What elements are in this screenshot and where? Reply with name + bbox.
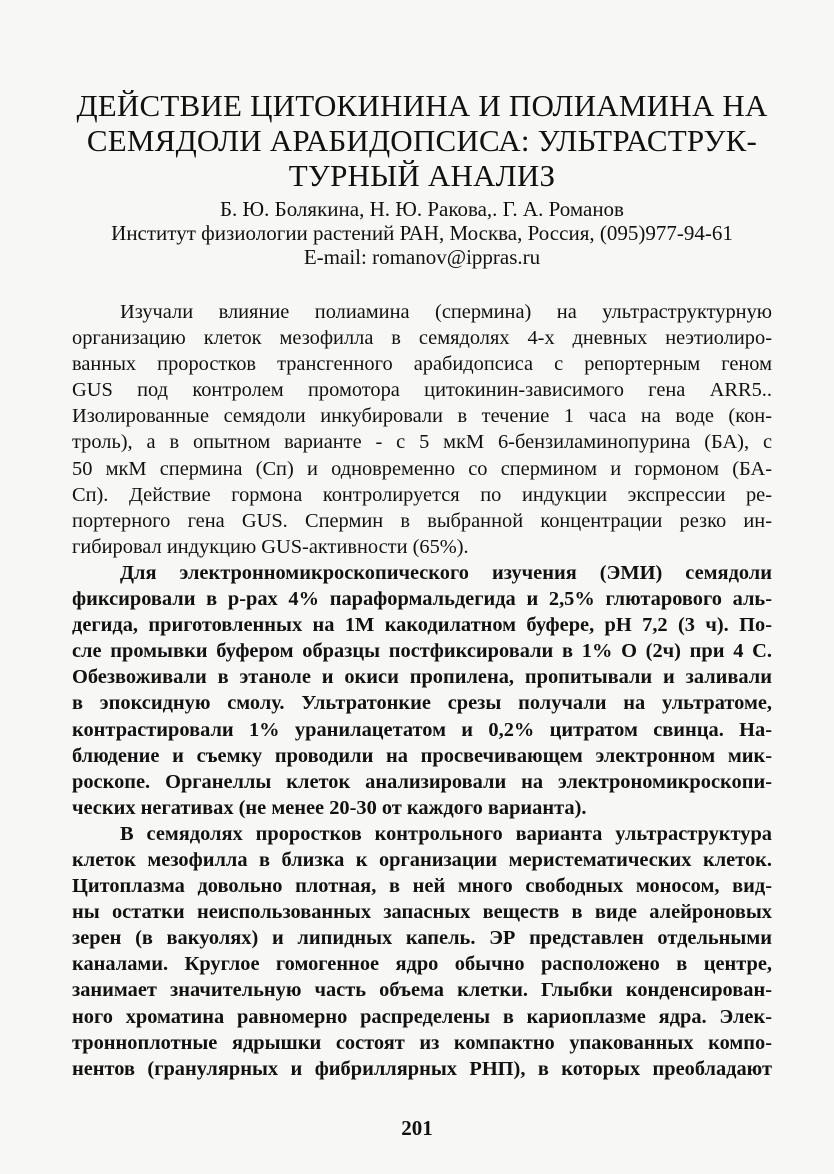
text-line: ного хроматина равномерно распределены в кариоплазме ядра. Элек- xyxy=(72,1005,772,1028)
title-line: ДЕЙСТВИЕ ЦИТОКИНИНА И ПОЛИАМИНА НА xyxy=(76,88,768,123)
page-number: 201 xyxy=(401,1116,433,1140)
text-line: фиксировали в р-рах 4% параформальдегида и 2,5% глютарового аль- xyxy=(72,588,772,611)
text-line: контрастировали 1% уранилацетатом и 0,2% цитратом свинца. На- xyxy=(72,718,772,741)
paragraph-methods xyxy=(72,560,772,821)
article-title xyxy=(72,88,772,193)
paragraph-abstract xyxy=(72,299,772,560)
text-line: каналами. Круглое гомогенное ядро обычно расположено в центре, xyxy=(72,953,772,976)
text-line: Сп). Действие гормона контролируется по индукции экспрессии ре- xyxy=(72,483,772,506)
text-line: нентов (гранулярных и фибриллярных РНП), в которых преобладают xyxy=(72,1057,772,1080)
article xyxy=(72,88,772,1082)
article-meta xyxy=(72,197,772,269)
text-line: троль), а в опытном варианте - с 5 мкМ 6-бензиламинопурина (БА), с xyxy=(72,431,772,454)
text-line: блюдение и съемку проводили на просвечивающем электронном мик- xyxy=(72,744,772,767)
text-line: Цитоплазма довольно плотная, в ней много свободных моносом, вид- xyxy=(72,875,772,898)
text-line: 50 мкМ спермина (Сп) и одновременно со спермином и гормоном (БА- xyxy=(72,457,772,480)
article-body xyxy=(72,299,772,1082)
paragraph-results xyxy=(72,821,772,1082)
text-line: в эпоксидную смолу. Ультратонкие срезы получали на ультратоме, xyxy=(72,692,772,715)
text-line: зерен (в вакуолях) и липидных капель. ЭР представлен отдельными xyxy=(72,927,772,950)
title-line: СЕМЯДОЛИ АРАБИДОПСИСА: УЛЬТРАСТРУК- xyxy=(86,123,758,158)
text-line: ны остатки неиспользованных запасных веществ в виде алейроновых xyxy=(72,901,772,924)
text-line: Обезвоживали в этаноле и окиси пропилена, пропитывали и заливали xyxy=(72,666,772,689)
text-line: ванных проростков трансгенного арабидопсиса с репортерным геном xyxy=(72,353,772,376)
text-line: Для электронномикроскопического изучения (ЭМИ) семядоли xyxy=(120,561,772,584)
text-line: занимает значительную часть объема клетки. Глыбки конденсирован- xyxy=(72,979,772,1002)
text-line: ческих негативах (не менее 20-30 от каждого варианта). xyxy=(72,796,587,819)
title-line: ТУРНЫЙ АНАЛИЗ xyxy=(288,158,556,193)
text-line: сле промывки буфером образцы постфиксировали в 1% О (2ч) при 4 С. xyxy=(72,640,772,663)
text-line: В семядолях проростков контрольного варианта ультраструктура xyxy=(120,822,772,845)
text-line: Изучали влияние полиамина (спермина) на ультраструктурную xyxy=(120,301,772,323)
text-line: роскопе. Органеллы клеток анализировали на электрономикроскопи- xyxy=(72,770,772,793)
text-line: портерного гена GUS. Спермин в выбранной концентрации резко ин- xyxy=(72,509,772,532)
text-line: тронноплотные ядрышки состоят из компактно упакованных компо- xyxy=(72,1031,772,1054)
text-line: организацию клеток мезофилла в семядолях 4-х дневных неэтиолиро- xyxy=(72,327,772,350)
text-line: GUS под контролем промотора цитокинин-зависимого гена ARR5.. xyxy=(72,379,772,402)
text-line: клеток мезофилла в близка к организации меристематических клеток. xyxy=(72,848,772,871)
text-line: дегида, приготовленных на 1М какодилатном буфере, рН 7,2 (3 ч). По- xyxy=(72,614,772,637)
authors: Б. Ю. Болякина, Н. Ю. Ракова,. Г. А. Романов xyxy=(220,197,624,221)
text-line: Изолированные семядоли инкубировали в течение 1 часа на воде (кон- xyxy=(72,405,772,428)
affiliation: Институт физиологии растений РАН, Москва, Россия, (095)977-94-61 xyxy=(111,221,733,245)
text-line: гибировал индукцию GUS-активности (65%). xyxy=(72,535,469,558)
email: E-mail: romanov@ippras.ru xyxy=(303,245,541,269)
